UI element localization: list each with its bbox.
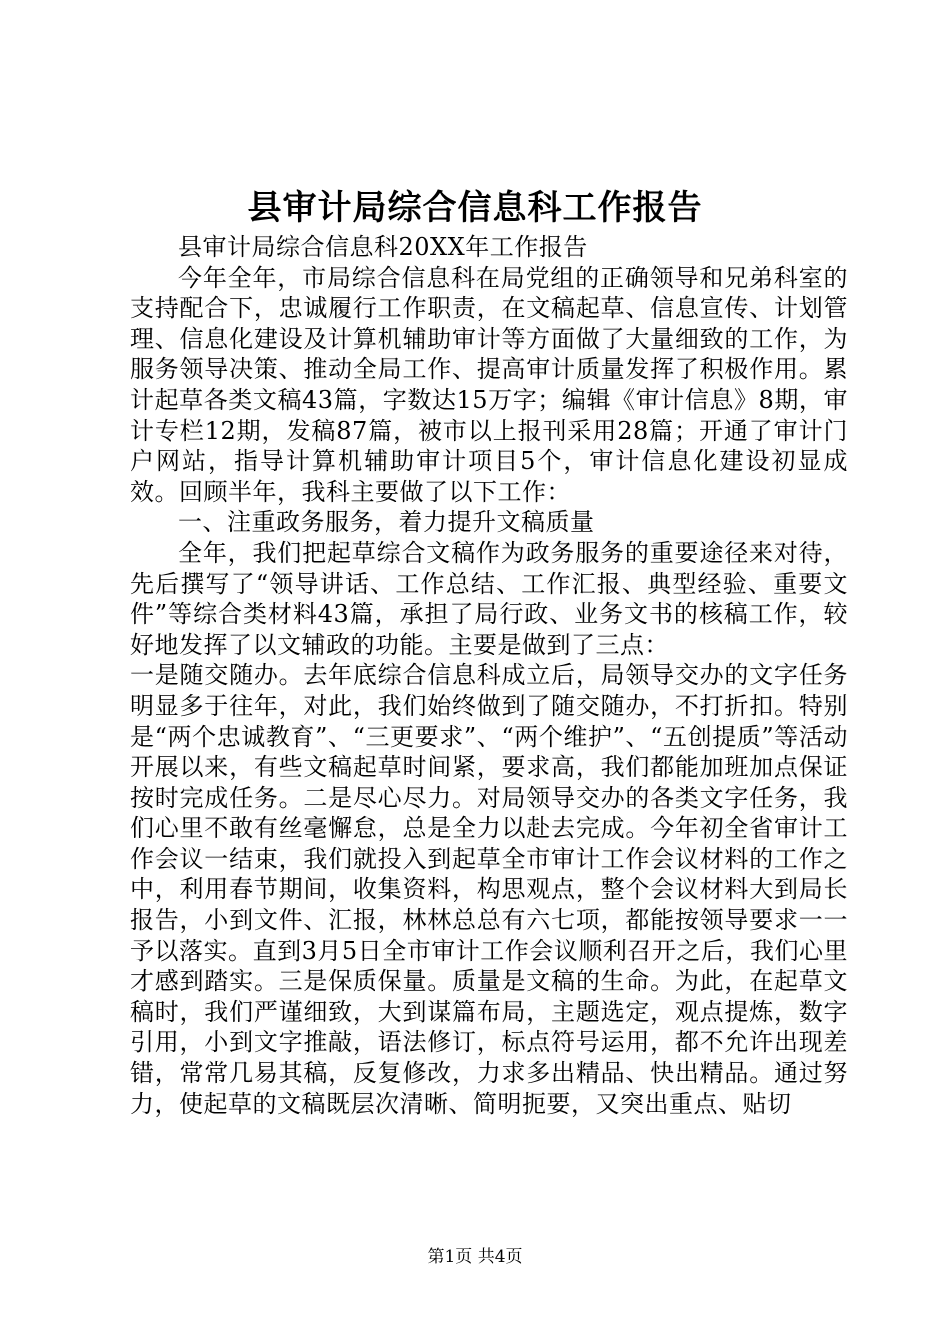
document-body [130,232,848,1119]
page-number-footer: 第1页 共4页 [427,1247,523,1267]
body-paragraph-section-1-intro: 全年，我们把起草综合文稿作为政务服务的重要途径来对待，先后撰写了“领导讲话、工作总结、工作汇报、典型经验、重要文件”等综合类材料43篇，承担了局行政、业务文书的核稿工作，较好地发挥了以文辅政的功能。主要是做到了三点： [130,538,848,659]
body-paragraph-summary: 今年全年，市局综合信息科在局党组的正确领导和兄弟科室的支持配合下，忠诚履行工作职责，在文稿起草、信息宣传、计划管理、信息化建设及计算机辅助审计等方面做了大量细致的工作，为服务领导决策、推动全局工作、提高审计质量发挥了积极作用。累计起草各类文稿43篇，字数达15万字；编辑《审计信息》8期，审计专栏12期，发稿87篇，被市以上报刊采用28篇；开通了审计门户网站，指导计算机辅助审计项目5个，审计信息化建设初显成效。回顾半年，我科主要做了以下工作： [130,263,848,506]
section-heading-1: 一、注重政务服务，着力提升文稿质量 [178,508,595,537]
body-paragraph-section-1-detail: 一是随交随办。去年底综合信息科成立后，局领导交办的文字任务明显多于往年，对此，我们始终做到了随交随办，不打折扣。特别是“两个忠诚教育”、“三更要求”、“两个维护”、“五创提质”等活动开展以来，有些文稿起草时间紧，要求高，我们都能加班加点保证按时完成任务。二是尽心尽力。对局领导交办的各类文字任务，我们心里不敢有丝毫懈怠，总是全力以赴去完成。今年初全省审计工作会议一结束，我们就投入到起草全市审计工作会议材料的工作之中，利用春节期间，收集资料，构思观点，整个会议材料大到局长报告，小到文件、汇报，林林总总有六七项，都能按领导要求一一予以落实。直到3月5日全市审计工作会议顺利召开之后，我们心里才感到踏实。三是保质保量。质量是文稿的生命。为此，在起草文稿时，我们严谨细致，大到谋篇布局，主题选定，观点提炼，数字引用，小到文字推敲，语法修订，标点符号运用，都不允许出现差错，常常几易其稿，反复修改，力求多出精品、快出精品。通过努力，使起草的文稿既层次清晰、简明扼要，又突出重点、贴切 [130,661,848,1118]
document-title: 县审计局综合信息科工作报告 [247,188,703,228]
report-subtitle: 县审计局综合信息科20XX年工作报告 [178,233,588,261]
